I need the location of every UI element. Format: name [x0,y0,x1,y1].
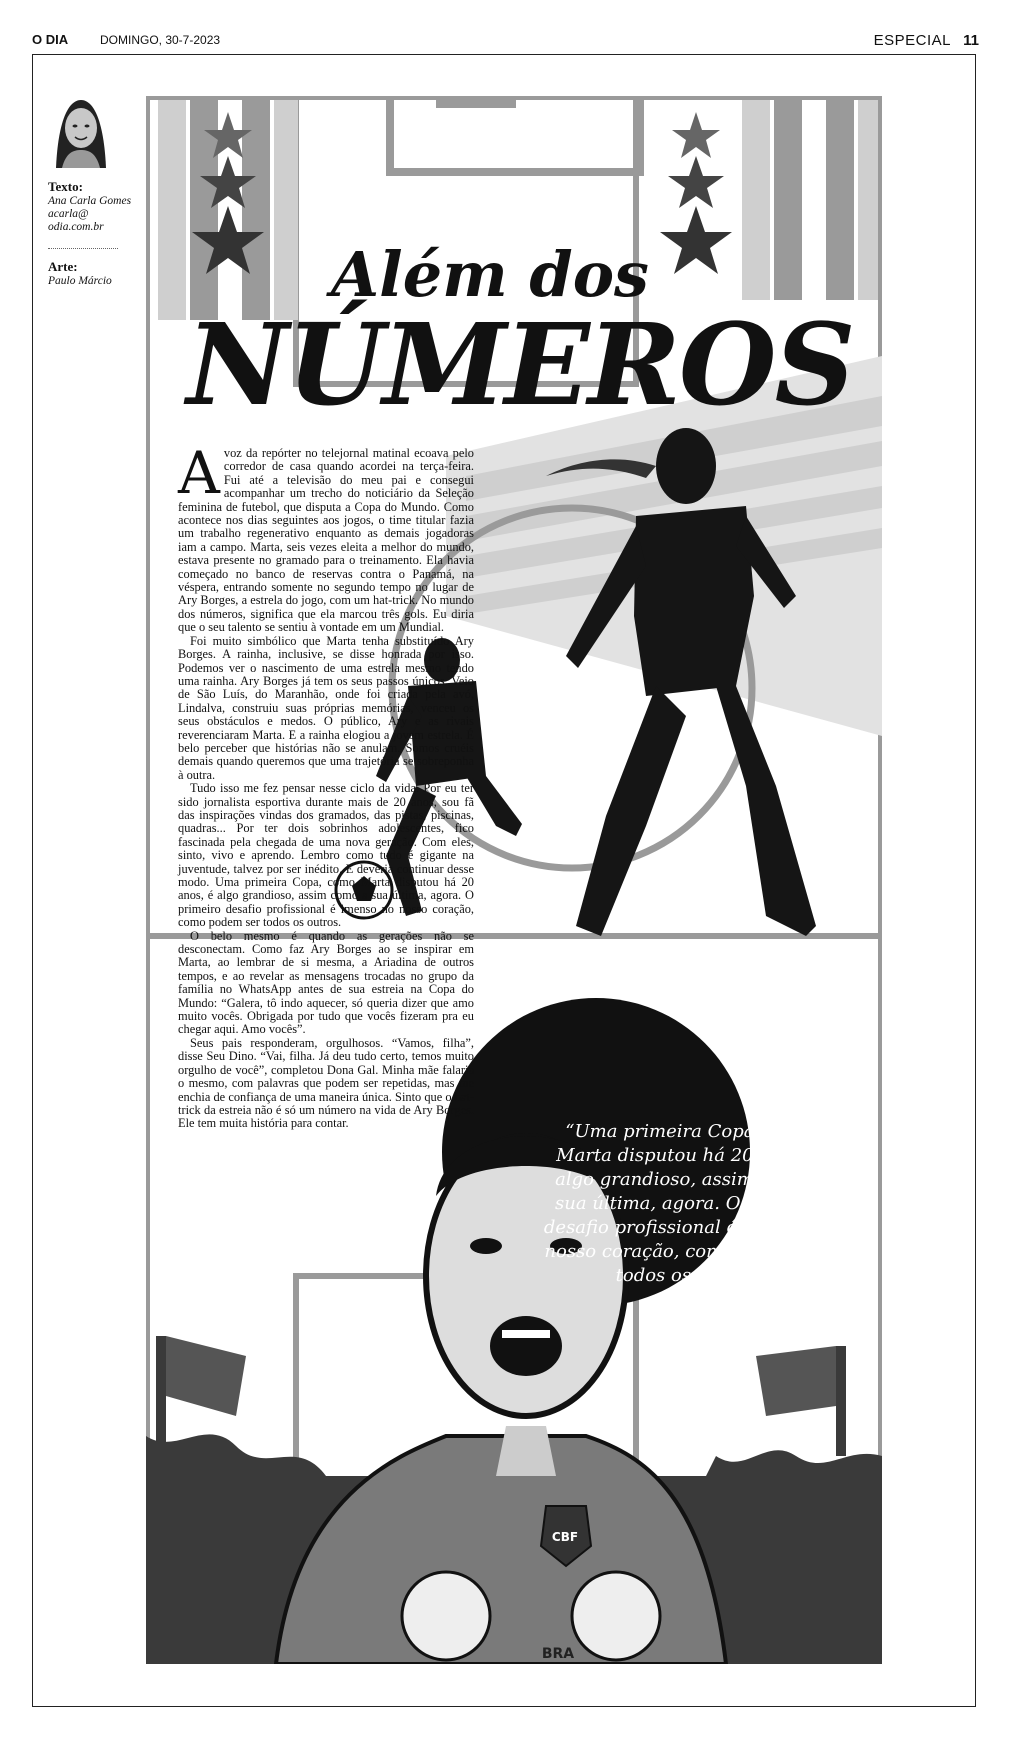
byline-divider [48,248,118,249]
shirt-text: BRA [541,1646,575,1662]
page-number: 11 [963,32,979,49]
newspaper-name: O DIA [32,32,69,47]
byline [48,92,138,288]
article-paragraph: Seus pais responderam, orgulhosos. “Vamos, filha”, disse Seu Dino. “Vai, filha. Já deu tudo certo, temos muito orgulho de você”, completou Dona Gal. Minha mãe falaria o mesmo, com palavras que podem ser repetidas, mas me enchia de confiança de uma maneira única. Sinto que o hat-trick da estreia não é só um número na vida de Ary Borges. Ele tem muita história para contar. [178,1035,474,1131]
author-name: Ana Carla Gomes [48,195,132,207]
page-header [32,32,979,52]
headline-line-1: Além dos [331,238,649,311]
text-credit-label: Texto: [48,179,83,194]
edition-date: DOMINGO, 30-7-2023 [100,33,221,47]
author-avatar [48,92,114,168]
article-paragraph: O belo mesmo é quando as gerações não se desconectam. Como faz Ary Borges ao se inspirar em Marta, ao lembrar de si mesma, a Ariadina de outros tempos, e ao revelar as mensagens trocadas no grupo da família no WhatsApp antes de sua estreia na Copa do Mundo: “Galera, tô indo aquecer, só queria dizer que amo muito vocês. Obrigada por tudo que vocês fizeram pra eu chegar aqui. Amo vocês”. [178,928,474,1037]
article-body [178,439,474,1131]
section-name: ESPECIAL [873,32,951,49]
cbf-badge-text: CBF [551,1530,579,1544]
article-paragraph: Foi muito simbólico que Marta tenha substituído Ary Borges. A rainha, inclusive, se disse honrada por isso. Podemos ver o nascimento de uma estrela mesmo tendo uma rainha. Ary Borges já tem os seus passos únicos. Veio de São Luís, do Maranhão, onde foi criada pela avó, Lindalva, construiu suas próprias memórias, venceu os seus obstáculos e medos. O público, Ary e as rivais reverenciaram Marta. E a rainha elogiou a jovem estrela. É belo perceber que histórias não se anulam. Somos cruéis demais quando queremos que uma trajetória se sobreponha à outra. [178,633,474,782]
author-email: acarla@ odia.com.br [48,208,104,233]
headline-line-2: NÚMEROS [186,300,854,431]
art-credit-label: Arte: [48,259,78,274]
artist-name: Paulo Márcio [48,275,112,287]
drop-cap: A [178,439,220,507]
pull-quote: “Uma primeira Copa, como Marta disputou há 20 anos, é algo grandioso, assim como a sua última, agora. O primeiro desafio profissional é imenso no nosso coração, como podem ser todos os outros” [543,1121,837,1286]
article-paragraph: Avoz da repórter no telejornal matinal ecoava pelo corredor de casa quando acordei na terça-feira. Fui até a televisão do meu pai e consegui acompanhar um trecho do noticiário da Seleção feminina de futebol, que disputa a Copa do Mundo. Como acontece nos dias seguintes aos jogos, o time titular fazia um trabalho regenerativo enquanto as demais jogadoras iam a campo. Marta, seis vezes eleita a melhor do mundo, estava presente no gramado para o treinamento. Ela havia começado no banco de reservas contra o Panamá, na véspera, entrando somente no segundo tempo no lugar de Ary Borges, a estrela do jogo, com um hat-trick. No mundo dos números, significa que ela marcou três gols. Eu diria que o seu talento se sentiu à vontade em um Mundial. [178,439,474,635]
article-paragraph: Tudo isso me fez pensar nesse ciclo da vida. Por eu ter sido jornalista esportiva durante mais de 20 anos, sou fã das inspirações vindas dos gramados, das pistas, piscinas, quadras... Por ter dois sobrinhos adolescentes, fico fascinada pela chegada de uma nova geração. Com eles, sinto, vivo e aprendo. Lembro como tudo é gigante na juventude, talvez por ser inédito. E deveria continuar desse modo. Uma primeira Copa, como Marta disputou há 20 anos, é algo grandioso, assim como a sua última, agora. O primeiro desafio profissional é imenso no nosso coração, como podem ser todos os outros. [178,781,474,930]
